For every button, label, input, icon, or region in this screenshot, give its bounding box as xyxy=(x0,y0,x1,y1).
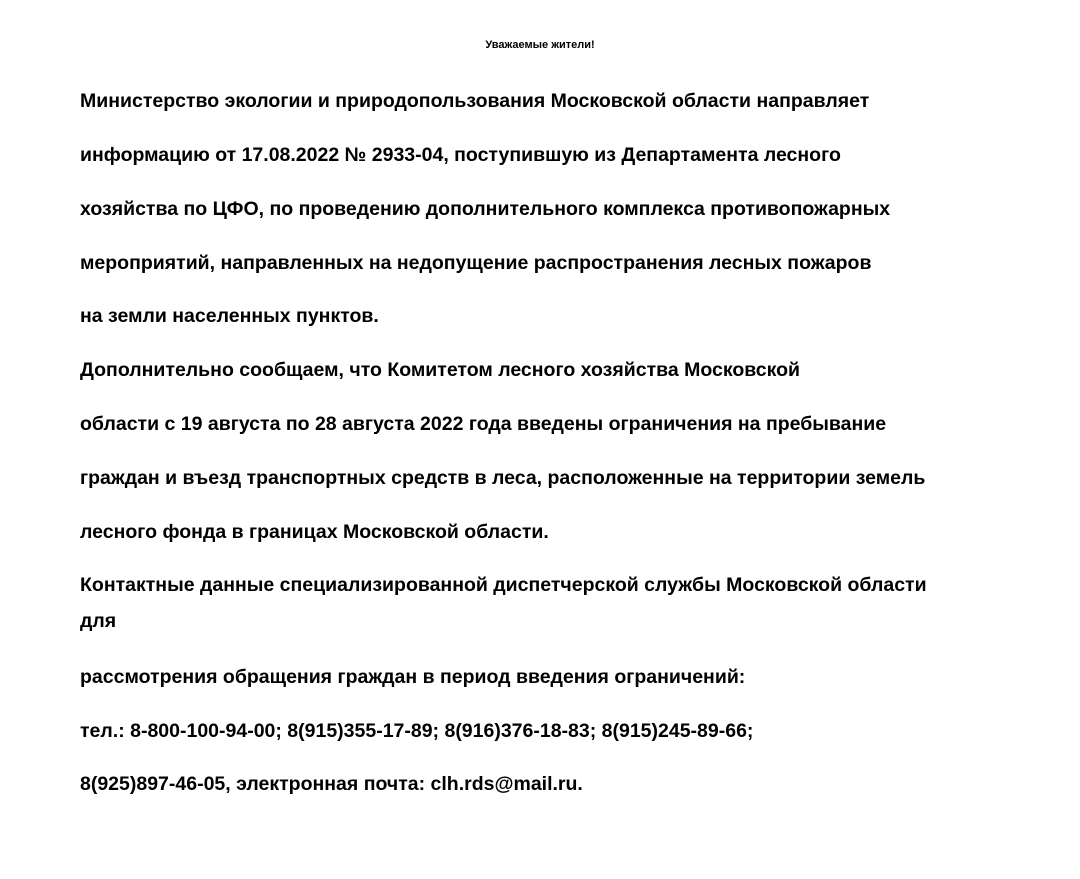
paragraph-line: для xyxy=(80,610,117,632)
paragraph-line: области с 19 августа по 28 августа 2022 года введены ограничения на пребывание xyxy=(80,413,887,435)
paragraph-line: Министерство экологии и природопользования Московской области направляет xyxy=(80,90,870,112)
paragraph-line: мероприятий, направленных на недопущение распространения лесных пожаров xyxy=(80,252,872,274)
paragraph-line: лесного фонда в границах Московской области. xyxy=(80,521,549,543)
contact-email-line: 8(925)897-46-05, электронная почта: clh.rds@mail.ru. xyxy=(80,773,583,795)
document-title: Уважаемые жители! xyxy=(485,39,595,51)
paragraph-line: информацию от 17.08.2022 № 2933-04, поступившую из Департамента лесного xyxy=(80,144,841,166)
phone-numbers-line: тел.: 8-800-100-94-00; 8(915)355-17-89; 8(916)376-18-83; 8(915)245-89-66; xyxy=(80,720,754,742)
paragraph-line: хозяйства по ЦФО, по проведению дополнительного комплекса противопожарных xyxy=(80,198,891,220)
paragraph-line: Контактные данные специализированной диспетчерской службы Московской области xyxy=(80,574,927,596)
paragraph-line: граждан и въезд транспортных средств в леса, расположенные на территории земель xyxy=(80,467,926,489)
paragraph-line: Дополнительно сообщаем, что Комитетом лесного хозяйства Московской xyxy=(80,359,801,381)
paragraph-line: рассмотрения обращения граждан в период введения ограничений: xyxy=(80,666,746,688)
paragraph-line: на земли населенных пунктов. xyxy=(80,305,379,327)
